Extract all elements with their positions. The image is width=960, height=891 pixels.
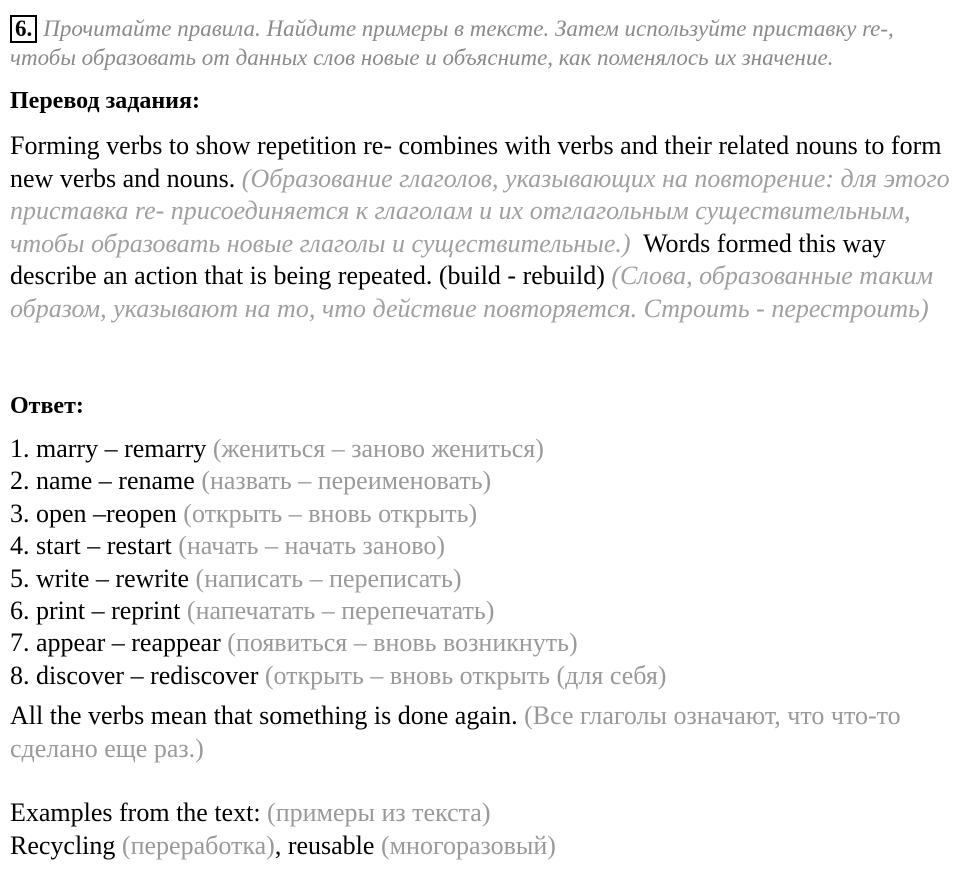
answer-heading: Ответ: (10, 393, 84, 419)
answer-ru: (открыть – вновь открыть) (183, 498, 478, 528)
answer-en: 1. marry – remarry (10, 434, 207, 463)
answer-en: 7. appear – reappear (10, 628, 221, 658)
examples-words: Recycling (переработка), reusable (многоразовый) (10, 830, 556, 860)
list-item (10, 530, 950, 562)
answer-ru: (жениться – заново жениться) (212, 434, 544, 463)
answer-en: 3. open –reopen (10, 498, 177, 528)
list-item (10, 498, 950, 530)
translation-heading: Перевод задания: (10, 88, 200, 114)
example-translation: (многоразовый) (380, 830, 556, 860)
translation-paragraph (10, 130, 950, 325)
summary-en: All the verbs mean that something is done again. (10, 701, 518, 731)
answer-list (10, 433, 950, 692)
summary-ru: (Все глаголы означают, что что-то сделано еще раз.) (10, 701, 901, 763)
answer-en: 4. start – restart (10, 531, 172, 561)
task-number: 6. (10, 15, 37, 43)
example-word: Recycling (10, 830, 116, 860)
list-item (10, 465, 950, 497)
list-item (10, 627, 950, 659)
answer-ru: (появиться – вновь возникнуть) (227, 628, 578, 658)
list-item (10, 660, 950, 692)
list-item (10, 433, 950, 465)
task-instruction: Прочитайте правила. Найдите примеры в тексте. Затем используйте приставку re-, чтобы образовать от данных слов новые и объясните, как поменялось их значение. (10, 16, 894, 70)
rule-description-ru: (Слова, образованные таким образом, указывают на то, что действие повторяется. Строить - перестроить) (10, 261, 934, 323)
rule-text-en: Forming verbs to show repetition re- combines with verbs and their related nouns to form new verbs and nouns. (10, 131, 942, 193)
answer-ru: (открыть – вновь открыть (для себя) (264, 660, 667, 690)
examples-label: Examples from the text: (примеры из текста) (10, 798, 491, 828)
answer-summary (10, 700, 950, 765)
page-content (10, 14, 950, 862)
answer-ru: (начать – начать заново) (178, 531, 446, 561)
answer-en: 2. name – rename (10, 466, 195, 496)
task-header (10, 14, 950, 72)
examples-block (10, 797, 950, 862)
answer-en: 5. write – rewrite (10, 563, 190, 593)
answer-en: 6. print – reprint (10, 596, 181, 626)
list-item (10, 595, 950, 627)
example-word: reusable (287, 830, 375, 860)
example-translation: (переработка) (121, 830, 275, 860)
answer-en: 8. discover – rediscover (10, 660, 259, 690)
rule-text-ru: (Образование глаголов, указывающих на повторение: для этого приставка re- присоединяется к глаголам и их отглагольным существительным, чтобы образовать новые глаголы и существительные.) (10, 163, 950, 258)
answer-ru: (написать – переписать) (195, 563, 462, 593)
answer-ru: (назвать – переименовать) (201, 466, 492, 496)
answer-ru: (напечатать – перепечатать) (186, 596, 495, 626)
list-item (10, 563, 950, 595)
rule-description-en: Words formed this way describe an action that is being repeated. (build - rebuild) (10, 228, 886, 290)
